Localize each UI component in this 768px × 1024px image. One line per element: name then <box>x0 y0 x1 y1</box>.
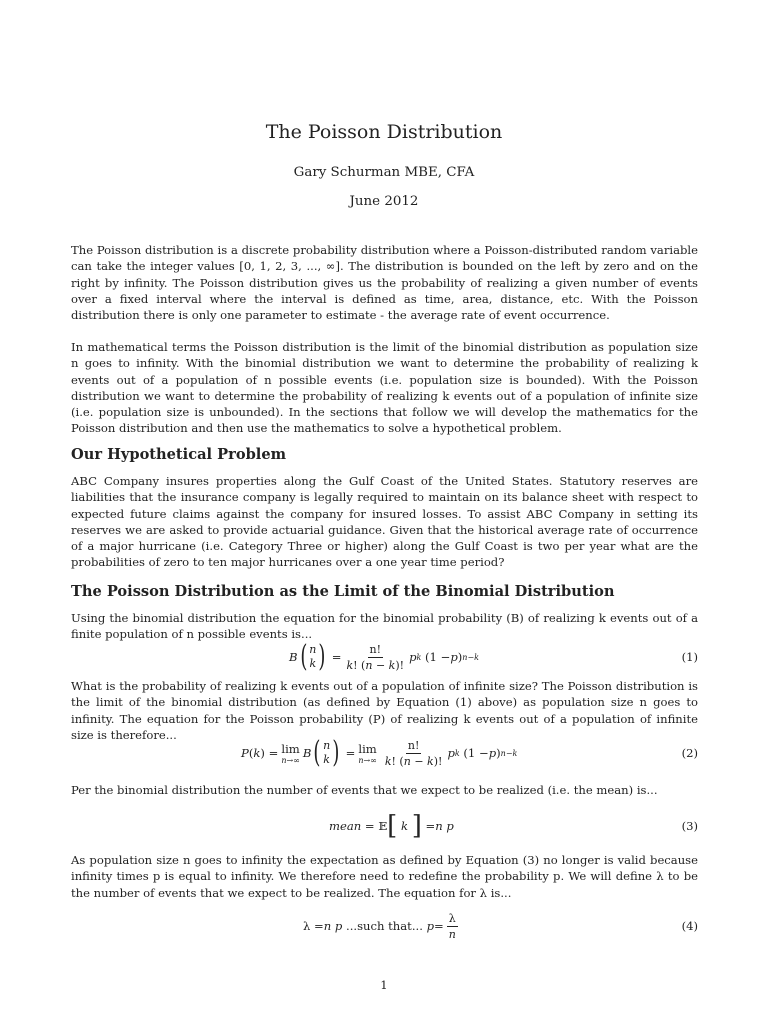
equation-2-body: P ( k ) = lim n→∞ B ( n k ) = lim n→∞ $\frac{n!}{k! (n - k)!}$ p k (1 − p ) n−k <box>241 735 518 770</box>
problem-paragraph: ABC Company insures properties along the Gulf Coast of the United States. Statutory reserves are liabilities that the insurance company is legally required to maintain on its balance sheet with respect to expected future claims against the company for insured losses. To assist ABC Company in setting its reserves we are asked to provide actuarial guidance. Given that the historical average rate of occurrence of a major hurricane (i.e. Category Three or higher) along the Gulf Coast is two per year what are the probabilities of zero to ten major hurricanes over a one year time period? <box>71 474 698 570</box>
author-line: Gary Schurman MBE, CFA <box>293 165 475 180</box>
equation-3 <box>71 806 698 846</box>
poisson-intro-paragraph: What is the probability of realizing k events out of a population of infinite size? The Poisson distribution is the limit of the binomial distribution (as defined by Equation (1) above) as population size n goes to infinity. The equation for the Poisson probability (P) of realizing k events out of a population of infinite size is therefore... <box>71 679 698 742</box>
equation-4 <box>71 906 698 946</box>
equation-1-number: (1) <box>681 650 698 664</box>
date-line: June 2012 <box>349 194 419 209</box>
intro-paragraph-1: The Poisson distribution is a discrete probability distribution where a Poisson-distributed random variable can take the integer values [0, 1, 2, 3, ..., ∞]. The distribution is bounded on the left by zero and on the right by infinity. The Poisson distribution gives us the probability of realizing a given number of events over a fixed interval where the interval is defined as time, area, distance, etc. With the Poisson distribution there is only one parameter to estimate - the average rate of event occurrence. <box>71 243 698 323</box>
section-heading-problem: Our Hypothetical Problem <box>71 446 287 463</box>
equation-2-number: (2) <box>681 746 698 760</box>
binomial-intro-paragraph: Using the binomial distribution the equation for the binomial probability (B) of realizing k events out of a finite population of n possible events is... <box>71 611 698 642</box>
equation-1-body: B ( n k ) = $\frac{n!}{k! (n - k)!}$ p k (1 − p ) n−k <box>289 639 479 674</box>
equation-3-number: (3) <box>681 819 698 833</box>
lambda-intro-paragraph: As population size n goes to infinity the expectation as defined by Equation (3) no longer is valid because infinity times p is equal to infinity. We therefore need to redefine the probability p. We will define λ to be the number of events that we expect to be realized. The equation for λ is... <box>71 853 698 900</box>
equation-1 <box>71 637 698 677</box>
equation-4-text: ...such that... <box>346 919 423 933</box>
page-number: 1 <box>380 978 388 992</box>
equation-4-number: (4) <box>681 919 698 933</box>
document-title: The Poisson Distribution <box>265 121 503 143</box>
mean-intro-paragraph: Per the binomial distribution the number of events that we expect to be realized (i.e. the mean) is... <box>71 783 658 797</box>
equation-2 <box>71 733 698 773</box>
equation-3-body: mean = 𝔼 [ k ] = n p <box>329 811 454 841</box>
intro-paragraph-2: In mathematical terms the Poisson distribution is the limit of the binomial distribution as population size n goes to infinity. With the binomial distribution we want to determine the probability of realizing k events out of a population of n possible events (i.e. population size is bounded). With the Poisson distribution we want to determine the probability of realizing k events out of a population of infinite size (i.e. population size is unbounded). In the sections that follow we will develop the mathematics for the Poisson distribution and then use the mathematics to solve a hypothetical problem. <box>71 340 698 436</box>
section-heading-limit: The Poisson Distribution as the Limit of the Binomial Distribution <box>71 583 615 600</box>
equation-3-mean-label: mean <box>329 819 362 833</box>
equation-4-body: λ = n p ...such that... p = $\frac{\lambda}{n}$ <box>303 911 456 941</box>
